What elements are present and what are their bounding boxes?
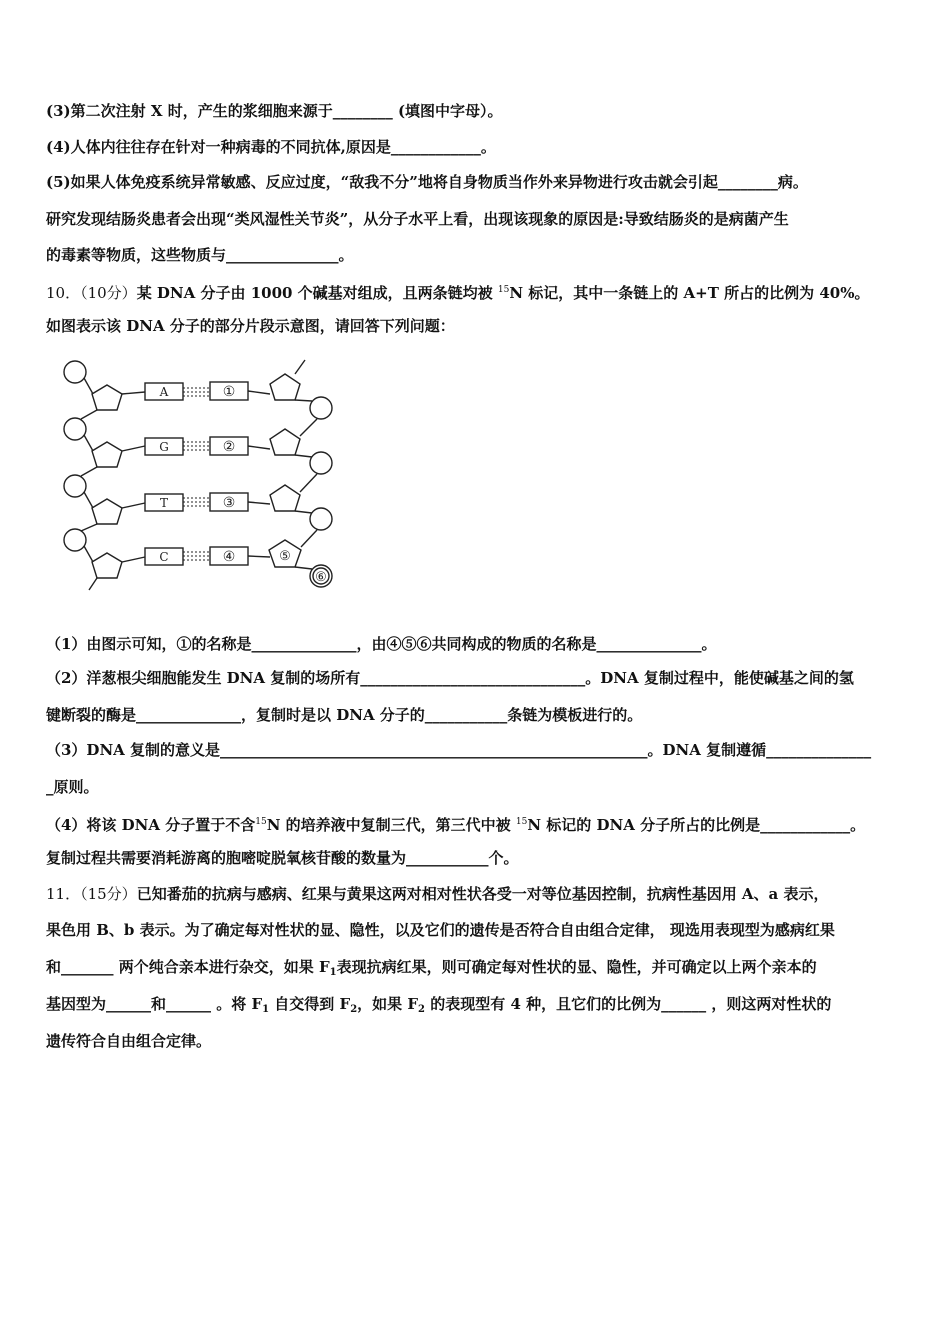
question-score: （15分） [80,885,137,903]
phosphate-circle [310,397,332,419]
q9-part3: (3)第二次注射 X 时，产生的浆细胞来源于________ (填图中字母）。 [46,102,503,120]
phosphate-circle [64,529,86,551]
label-6: ⑥ [315,570,327,585]
text: 自交得到 F [269,995,351,1013]
text: （4）将该 DNA 分子置于不含 [46,816,256,834]
phosphate-circle [310,508,332,530]
q10-sub3-line1: （3）DNA 复制的意义是_________________________________________________________。DNA 复制遵循______________ [46,741,872,759]
phosphate-circle [64,418,86,440]
text: 基因型为______和______ 。将 F [46,995,263,1013]
q10-intro-line1 [46,280,869,303]
subscript: 1 [262,1004,270,1015]
deoxyribose-pentagon [270,429,300,455]
subscript: 1 [329,967,337,978]
subscript: 2 [350,1004,358,1015]
isotope-mark: 15 [255,817,267,827]
intro-text-cont: N 标记，其中一条链上的 A+T 所占的比例为 40%。 [509,284,870,302]
text: 和_______ 两个纯合亲本进行杂交，如果 F [46,958,330,976]
phosphate-circle [310,452,332,474]
hydrogen-bonds [183,388,210,560]
q9-part5-line3: 的毒素等物质，这些物质与_______________。 [46,246,354,264]
isotope-mark: 15 [497,285,510,295]
text: ，如果 F [357,995,419,1013]
deoxyribose-pentagon [92,553,122,578]
base-label: A [159,385,169,399]
partner-label: ④ [222,549,236,565]
deoxyribose-pentagon [92,385,122,410]
text: N 标记的 DNA 分子所占的比例是____________。 [527,816,866,834]
isotope-mark: 15 [515,817,528,827]
label-5: ⑤ [279,549,291,564]
question-number: 11． [46,885,81,903]
deoxyribose-pentagon [92,442,122,467]
base-label: G [159,440,169,454]
base-label: C [159,550,169,564]
base-label: T [159,496,169,510]
partner-label: ③ [222,495,236,511]
text: N 的培养液中复制三代，第三代中被 [266,816,516,834]
dna-segment-diagram [55,350,355,600]
q11-line1 [46,884,829,904]
q10-sub2-line2: 键断裂的酶是______________，复制时是以 DNA 分子的___________条链为模板进行的。 [46,706,643,724]
deoxyribose-pentagon [270,485,300,511]
q9-part5-line1: (5)如果人体免疫系统异常敏感、反应过度，“敌我不分”地将自身物质当作外来异物进行攻击就会引起________病。 [46,173,808,191]
q11-line5: 遗传符合自由组合定律。 [46,1032,212,1050]
q11-line3 [46,957,817,983]
text: 已知番茄的抗病与感病、红果与黄果这两对相对性状各受一对等位基因控制，抗病性基因用 A、a 表示， [136,885,829,903]
q9-part5-line2: 研究发现结肠炎患者会出现“类风湿性关节炎”，从分子水平上看，出现该现象的原因是:导致结肠炎的是病菌产生 [46,210,789,228]
q11-line2: 果色用 B、b 表示。为了确定每对性状的显、隐性，以及它们的遗传是否符合自由组合定律， 现选用表现型为感病红果 [46,921,835,939]
q10-sub1: （1）由图示可知，①的名称是______________，由④⑤⑥共同构成的物质的名称是______________。 [46,635,717,653]
q10-intro-line2: 如图表示该 DNA 分子的部分片段示意图，请回答下列问题： [46,317,455,335]
partner-label: ② [222,439,236,455]
phosphate-circle [64,475,86,497]
q9-part4: (4)人体内往往存在针对一种病毒的不同抗体,原因是____________。 [46,138,496,156]
text: 表现抗病红果，则可确定每对性状的显、隐性，并可确定以上两个亲本的 [336,958,817,976]
question-number: 10． [46,284,81,302]
subscript: 2 [418,1004,425,1015]
text: 的表现型有 4 种，且它们的比例为______ ，则这两对性状的 [425,995,832,1013]
q11-line4 [46,994,831,1020]
question-score: （10分） [80,284,137,302]
q10-sub4-line2: 复制过程共需要消耗游离的胞嘧啶脱氧核苷酸的数量为___________个。 [46,849,519,867]
q10-sub3-line2: _原则。 [46,778,99,796]
q10-sub2-line1: （2）洋葱根尖细胞能发生 DNA 复制的场所有______________________________。DNA 复制过程中，能使碱基之间的氢 [46,669,854,687]
partner-label: ① [222,384,236,400]
intro-text: 某 DNA 分子由 1000 个碱基对组成，且两条链均被 [136,284,498,302]
deoxyribose-pentagon [270,374,300,400]
deoxyribose-pentagon [92,499,122,524]
phosphate-circle [64,361,86,383]
q10-sub4-line1 [46,812,865,835]
